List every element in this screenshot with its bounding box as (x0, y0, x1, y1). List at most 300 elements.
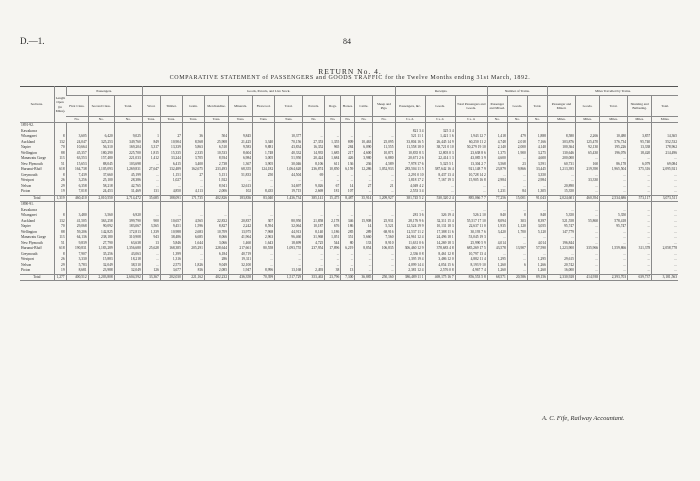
table-cell: ... (355, 178, 373, 184)
table-cell: ... (527, 235, 547, 241)
total-cell: 171,735 (182, 195, 204, 202)
table-cell: ... (355, 213, 373, 219)
table-cell: 20,890 (547, 184, 575, 190)
table-cell: 19 (54, 268, 66, 274)
unit-label: No. (487, 117, 507, 123)
table-cell: 2,984 (527, 178, 547, 184)
table-cell: 60,731 (547, 162, 575, 168)
total-cell: 2,024,601 (547, 195, 575, 202)
table-cell: 6,184 (204, 252, 228, 258)
table-cell: 5,783 (66, 263, 88, 269)
table-cell: ... (600, 189, 628, 195)
table-cell: 70,156 (275, 140, 303, 146)
table-cell: ... (355, 252, 373, 258)
table-cell: 4,054 15 6 (425, 263, 455, 269)
total-cell: 250,160 (373, 274, 395, 281)
table-cell: 8,437 13 4 (425, 173, 455, 179)
unit-label: No. (303, 117, 325, 123)
table-cell: 19 (54, 189, 66, 195)
table-cell: ... (425, 189, 455, 195)
table-cell: ... (652, 219, 678, 225)
table-cell: 1,186 (325, 230, 341, 236)
table-cell: 14 (355, 224, 373, 230)
table-cell: 10,664 (66, 145, 88, 151)
table-cell: 578,418 (600, 219, 628, 225)
unit-label: Tons. (253, 117, 275, 123)
table-cell: 1,316 (160, 257, 182, 263)
table-cell: 19,715 (275, 189, 303, 195)
table-cell: 311,378 (628, 246, 652, 252)
table-cell: 32,049 (114, 268, 142, 274)
group-header-length: Length Open (in Miles). (54, 87, 66, 123)
table-cell: 544 (325, 241, 341, 247)
table-cell: ... (341, 213, 355, 219)
table-cell: 840 (487, 213, 507, 219)
table-cell: 2,006 (204, 189, 228, 195)
table-cell: ... (507, 257, 527, 263)
table-cell: ... (182, 184, 204, 190)
table-cell: 10,480 (600, 134, 628, 140)
table-cell: ... (455, 208, 487, 214)
unit-label: Miles. (628, 117, 652, 123)
total-cell: 856,553 5 8 (455, 274, 487, 281)
table-cell: 1,260 (487, 263, 507, 269)
table-cell: 3,486 12 0 (425, 257, 455, 263)
table-cell: 1,027 (160, 178, 182, 184)
table-cell: 8,435 (253, 189, 275, 195)
group-header-passengers: Passengers. (66, 87, 142, 96)
table-cell: ... (229, 213, 253, 219)
table-cell: ... (575, 189, 599, 195)
section-name: Whangarei (21, 213, 37, 217)
total-row (20, 274, 678, 281)
table-cell: 1,412 (142, 156, 160, 162)
table-cell: 178,962 (652, 145, 678, 151)
table-cell: 2,266 (575, 134, 599, 140)
table-cell: 33,445 (527, 167, 547, 173)
table-cell: 13 (341, 268, 355, 274)
column-header: Timber. (160, 96, 182, 117)
table-cell: 18,218 (114, 257, 142, 263)
table-cell: 1,684 (325, 156, 341, 162)
table-cell: 26,445 14 9 (425, 140, 455, 146)
unit-label: No. (341, 117, 355, 123)
table-cell: 196,844 (547, 241, 575, 247)
unit-label: Tons. (275, 117, 303, 123)
table-cell: 160 (575, 162, 599, 168)
table-cell: 9,049 (204, 263, 228, 269)
total-cell: 400,512 (66, 274, 88, 281)
table-cell: 8,094 (487, 219, 507, 225)
section-name: Auckland (21, 139, 35, 144)
section-name: Greymouth (21, 251, 38, 256)
table-cell: 45,357 (66, 151, 88, 157)
table-cell: 133 (355, 241, 373, 247)
table-cell: 29,615 (547, 257, 575, 263)
total-cell: 460,410 (66, 195, 88, 202)
table-cell: ... (628, 235, 652, 241)
table-cell: ... (652, 213, 678, 219)
table-cell: 363,258 (88, 219, 114, 225)
table-cell: 526 2 10 (455, 213, 487, 219)
table-cell: 88,045 (88, 162, 114, 168)
table-cell: 10,988 (160, 230, 182, 236)
table-cell: ... (142, 162, 160, 168)
table-cell: 237,954 (303, 246, 325, 252)
table-cell: ... (575, 224, 599, 230)
table-cell: 8,910 (373, 241, 395, 247)
table-cell: 233,493 (204, 167, 228, 173)
table-cell: 8 (54, 252, 66, 258)
table-cell: 23,988 (88, 268, 114, 274)
table-cell: 51,833 (229, 173, 253, 179)
table-cell: ... (325, 178, 341, 184)
table-cell: 6,920 (114, 213, 142, 219)
table-cell: 30,193 7 6 (455, 230, 487, 236)
table-cell: 346 (341, 219, 355, 225)
table-cell: 15,883 (88, 257, 114, 263)
table-cell: 3,340 (253, 140, 275, 146)
section-name: Kawakawa (21, 207, 37, 212)
table-cell: 131 (142, 189, 160, 195)
table-cell: 32,049 (88, 263, 114, 269)
table-cell: ... (575, 230, 599, 236)
table-cell: 3,400 (182, 162, 204, 168)
table-cell: 169,204 (114, 145, 142, 151)
table-cell: 20,671 2 6 (395, 156, 425, 162)
table-cell: 7,560 (373, 235, 395, 241)
column-header: Total. (652, 96, 678, 117)
table-cell: 21,425 (229, 140, 253, 146)
table-cell: 10,797 13 4 (455, 252, 487, 258)
table-cell: 15,335 (160, 151, 182, 157)
table-cell: 34,697 (275, 184, 303, 190)
table-cell: 14,365 (652, 134, 678, 140)
table-cell: 1,355 (325, 140, 341, 146)
table-cell: 965 (325, 145, 341, 151)
total-cell: 460,394 (575, 195, 599, 202)
unit-label: Tons. (182, 117, 204, 123)
unit-label: £ s. d. (455, 117, 487, 123)
section-name: Manawatu Gorge (21, 235, 46, 239)
table-cell: 1,700 (507, 230, 527, 236)
table-cell: 307 (253, 219, 275, 225)
total-cell: 8,487 (341, 195, 355, 202)
table-cell: ... (628, 208, 652, 214)
table-cell: 1,643 (253, 241, 275, 247)
table-cell: 8,996 (253, 268, 275, 274)
table-cell: 2,291 0 10 (395, 173, 425, 179)
table-cell: ... (628, 230, 652, 236)
table-cell: 2,242 (229, 224, 253, 230)
table-cell: ... (628, 189, 652, 195)
table-cell: ... (160, 213, 182, 219)
table-cell: 5,521 (373, 224, 395, 230)
table-cell: 5,350 (547, 213, 575, 219)
table-cell: 8,106 (303, 162, 325, 168)
table-cell: 399,790 (114, 219, 142, 225)
column-header: Dogs. (325, 96, 341, 117)
table-cell: ... (507, 252, 527, 258)
table-cell: 349,760 (114, 140, 142, 146)
table-cell: 7,907 (66, 252, 88, 258)
table-cell: 4,967 7 4 (455, 268, 487, 274)
table-cell: ... (600, 156, 628, 162)
table-cell: ... (355, 134, 373, 140)
table-cell: 10,533 (204, 151, 228, 157)
table-cell: 1 (142, 134, 160, 140)
table-cell: ... (628, 263, 652, 269)
table-cell: 2,984 (487, 178, 507, 184)
table-cell: 113 (54, 156, 66, 162)
unit-label: No. (527, 117, 547, 123)
table-cell: 8,461 12 8 (425, 252, 455, 258)
table-cell: 23,638 8 6 (455, 151, 487, 157)
table-cell: 283,504 11 5 (395, 167, 425, 173)
table-cell: ... (373, 252, 395, 258)
table-cell: ... (600, 184, 628, 190)
table-cell: ... (547, 208, 575, 214)
section-name: Wellington (21, 150, 37, 155)
table-cell: ... (600, 263, 628, 269)
table-cell: 80,558 (253, 246, 275, 252)
table-cell: 18,699 (275, 241, 303, 247)
total-cell: 2,203,808 (88, 274, 114, 281)
table-cell: 2,178 (325, 219, 341, 225)
table-cell: 29,068 (66, 224, 88, 230)
table-cell: 214,496 (652, 151, 678, 157)
table-cell: 8,594 (253, 224, 275, 230)
table-cell: 9,451 (160, 224, 182, 230)
table-cell: ... (628, 156, 652, 162)
table-cell: 4,049 4 2 (395, 184, 425, 190)
table-cell: 22,832 (204, 219, 228, 225)
table-cell: 5,325 5 1 (425, 162, 455, 168)
table-cell: 15,908 (355, 219, 373, 225)
table-cell: 41,505 (66, 219, 88, 225)
table-cell: 27 (160, 134, 182, 140)
column-header: Total. (527, 96, 547, 117)
table-cell: 43,085 3 9 (455, 156, 487, 162)
table-cell: 238,180 (88, 235, 114, 241)
table-cell: 25,931 (373, 219, 395, 225)
table-cell: 136 (341, 162, 355, 168)
table-cell: 106,835 (373, 246, 395, 252)
table-cell: 92,130 (575, 145, 599, 151)
table-cell: 12,803 0 3 (425, 151, 455, 157)
table-cell: ... (341, 173, 355, 179)
table-cell: 196,076 (600, 151, 628, 157)
table-cell: 1,947 (229, 268, 253, 274)
table-cell: ... (487, 184, 507, 190)
table-cell: ... (652, 189, 678, 195)
table-cell: 1,596 (182, 224, 204, 230)
table-cell: 24,047 (66, 140, 88, 146)
table-cell: 7,166 (527, 140, 547, 146)
table-cell: ... (160, 184, 182, 190)
table-cell: 618 (54, 246, 66, 252)
table-cell: 325 3 4 (425, 129, 455, 135)
table-cell: ... (575, 173, 599, 179)
section-name: Napier (21, 224, 31, 228)
table-cell: 3,568 (487, 162, 507, 168)
table-cell: 3,605 (66, 134, 88, 140)
table-cell: ... (303, 252, 325, 258)
table-cell: 8,193 9 10 (455, 263, 487, 269)
group-header-goods: Goods, Parcels, and Live Stock. (142, 87, 395, 96)
table-cell: 1,305 (527, 189, 547, 195)
table-cell: 84 (507, 189, 527, 195)
table-cell: ... (652, 252, 678, 258)
column-header: Passengers, &c. (395, 96, 425, 117)
total-cell: 1,436,734 (275, 195, 303, 202)
table-cell: 4,014 (487, 241, 507, 247)
section-name: Westport (21, 178, 34, 182)
table-cell: 6,984 (229, 156, 253, 162)
table-cell: 15,905 16 8 (455, 178, 487, 184)
table-cell: 7,167 19 3 (425, 178, 455, 184)
table-cell: ... (355, 263, 373, 269)
table-cell: 56,310 (88, 145, 114, 151)
table-cell: ... (373, 173, 395, 179)
total-cell: 89,156 (527, 274, 547, 281)
table-cell: ... (575, 241, 599, 247)
unit-label: Miles. (652, 117, 678, 123)
table-cell: ... (373, 189, 395, 195)
table-cell: 33,804 16 5 (395, 140, 425, 146)
table-cell: ... (652, 208, 678, 214)
table-cell: 16,352 (303, 145, 325, 151)
unit-label: £ s. d. (395, 117, 425, 123)
table-cell: 310,908 (114, 235, 142, 241)
table-cell: 4,850 (160, 189, 182, 195)
table-cell: 9,839 (66, 241, 88, 247)
table-cell: 685,269 17 5 (455, 246, 487, 252)
table-cell: 43,834 (275, 145, 303, 151)
table-cell: 1,120 (507, 224, 527, 230)
table-cell: 21 (373, 184, 395, 190)
total-cell: 1,319 (54, 195, 66, 202)
table-cell: 7,978 17 6 (395, 162, 425, 168)
total-cell: 3,073,511 (652, 195, 678, 202)
total-cell: 70,399 (253, 274, 275, 281)
table-cell: 2,140 (487, 145, 507, 151)
table-cell: ... (507, 173, 527, 179)
table-cell: ... (373, 257, 395, 263)
table-cell: 186 (341, 224, 355, 230)
table-cell: 11,631 0 6 (395, 241, 425, 247)
table-cell: 19,311 (229, 257, 253, 263)
section-name: Westport (21, 257, 34, 261)
table-cell: ... (652, 257, 678, 263)
table-cell: ... (575, 263, 599, 269)
table-cell: 5,863 (182, 145, 204, 151)
table-cell: 168,385 (160, 246, 182, 252)
group-header-trains: Number of Trains. (487, 87, 547, 96)
total-cell: 353,463 (303, 274, 325, 281)
table-cell: 90,092 (88, 224, 114, 230)
total-label: Total (20, 195, 54, 202)
table-cell: 5,350 (600, 213, 628, 219)
table-cell: ... (507, 235, 527, 241)
table-cell: 8 (507, 213, 527, 219)
table-cell: 4,014 (527, 241, 547, 247)
table-cell: ... (325, 134, 341, 140)
table-cell: 57,590 (527, 246, 547, 252)
table-cell: 2,669 (303, 189, 325, 195)
total-cell: 381,745 5 2 (395, 195, 425, 202)
table-cell: 3,560 (88, 213, 114, 219)
table-cell: 16,000 (547, 268, 575, 274)
total-cell: 2,714,472 (114, 195, 142, 202)
table-cell: 20,424 (303, 156, 325, 162)
table-cell: 22,414 1 3 (425, 156, 455, 162)
table-cell: ... (275, 252, 303, 258)
total-cell: 183,836 (229, 195, 253, 202)
table-cell: 44,504 (275, 173, 303, 179)
total-cell: 33,367 (142, 274, 160, 281)
table-cell: 181 (325, 189, 341, 195)
table-cell: ... (142, 173, 160, 179)
table-cell: 12,537 11 2 (395, 230, 425, 236)
table-cell: 3,256 (66, 178, 88, 184)
table-cell: 521 11 1 (395, 134, 425, 140)
table-cell: ... (575, 235, 599, 241)
table-cell: 236,874 (303, 167, 325, 173)
table-cell: 10,187 (303, 224, 325, 230)
table-cell: 5,120 (527, 230, 547, 236)
table-cell: ... (507, 208, 527, 214)
section-name: Auckland (21, 218, 35, 223)
table-cell: ... (325, 173, 341, 179)
table-cell: 51,950 (275, 156, 303, 162)
table-cell: 53,045 19 3 (455, 235, 487, 241)
table-cell: 27 (355, 184, 373, 190)
table-cell: 132,489 (160, 167, 182, 173)
table-cell: ... (253, 257, 275, 263)
table-cell: 1,559,866 (600, 246, 628, 252)
column-header: Second Class. (88, 96, 114, 117)
table-cell: 4,748 (487, 140, 507, 146)
table-cell: 6,358 (66, 184, 88, 190)
unit-label: Miles. (575, 117, 599, 123)
column-header: Total. (114, 96, 142, 117)
table-cell: 6,079 (628, 162, 652, 168)
table-cell: ... (507, 241, 527, 247)
unit-label: No. (373, 117, 395, 123)
table-cell: 13,304 2 7 (455, 162, 487, 168)
table-cell: 40,719 (229, 252, 253, 258)
table-cell: 59,206 (66, 230, 88, 236)
table-cell: ... (325, 263, 341, 269)
table-cell: ... (341, 263, 355, 269)
table-cell: ... (373, 134, 395, 140)
table-cell: 8,580 (547, 134, 575, 140)
column-header: Merchandise. (204, 96, 228, 117)
column-header: Shunting and Ballasting. (628, 96, 652, 117)
table-cell: ... (142, 252, 160, 258)
table-cell: ... (142, 263, 160, 269)
table-cell: 86,178 (600, 162, 628, 168)
column-header: Minerals. (229, 96, 253, 117)
table-cell: 65,430 (575, 151, 599, 157)
table-cell: ... (652, 241, 678, 247)
table-cell: 32,311 15 4 (425, 219, 455, 225)
table-cell: 1,460 (229, 241, 253, 247)
table-cell: 17,896 (325, 246, 341, 252)
table-cell: 51 (54, 162, 66, 168)
table-cell: 162,675 (182, 167, 204, 173)
